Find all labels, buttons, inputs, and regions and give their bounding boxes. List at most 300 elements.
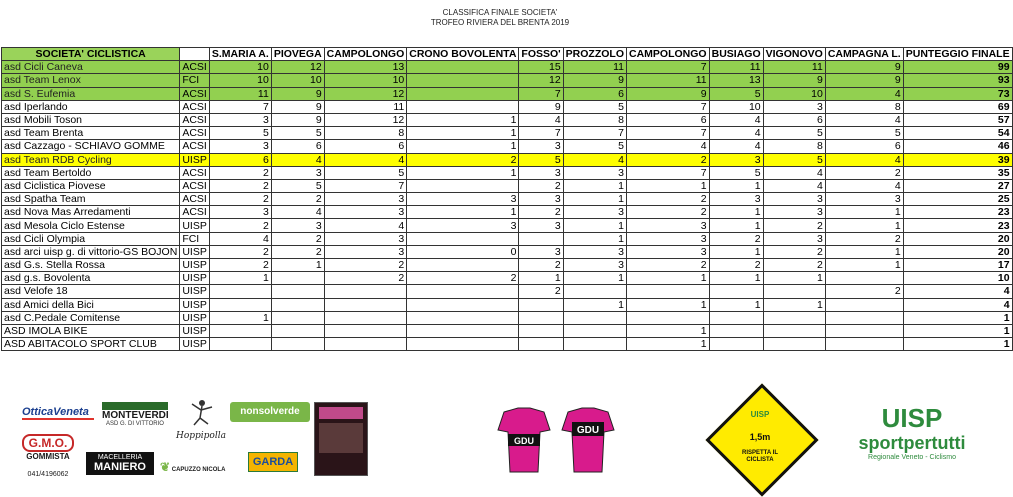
score-cell: 7	[627, 100, 710, 113]
nonsolverde-logo: nonsolverde	[230, 402, 310, 422]
column-header-ente	[180, 48, 210, 61]
table-row	[2, 166, 1013, 179]
leaf-icon: ❦	[160, 460, 171, 474]
score-cell: 9	[763, 74, 825, 87]
score-cell: 3	[209, 140, 271, 153]
score-cell: 4	[763, 166, 825, 179]
table-row	[2, 338, 1013, 351]
score-cell: 1	[825, 245, 903, 258]
standings-table	[1, 47, 1013, 351]
score-cell: 1	[563, 298, 626, 311]
ente-cell: ACSI	[180, 193, 210, 206]
score-cell: 1	[407, 140, 519, 153]
score-cell	[627, 285, 710, 298]
table-row	[2, 219, 1013, 232]
jersey-front-text: GDU	[514, 436, 534, 446]
score-cell: 11	[324, 100, 407, 113]
event-poster	[314, 402, 368, 476]
score-cell	[563, 324, 626, 337]
score-cell: 3	[324, 193, 407, 206]
table-row	[2, 324, 1013, 337]
table-row	[2, 193, 1013, 206]
score-cell: 4	[825, 153, 903, 166]
ottica-veneta-text: OtticaVeneta	[22, 406, 94, 420]
score-cell	[519, 324, 563, 337]
score-cell: 5	[324, 166, 407, 179]
score-cell: 3	[209, 206, 271, 219]
score-cell: 2	[519, 285, 563, 298]
score-cell: 3	[627, 219, 710, 232]
column-header: PROZZOLO	[563, 48, 626, 61]
score-cell: 2	[825, 285, 903, 298]
maniero-text: MANIERO	[94, 461, 146, 473]
ente-cell: ACSI	[180, 166, 210, 179]
score-cell: 3	[324, 206, 407, 219]
score-cell: 4	[627, 140, 710, 153]
team-name-cell: asd Team Brenta	[2, 127, 180, 140]
score-cell: 1	[709, 245, 763, 258]
team-name-cell: asd C.Pedale Comitense	[2, 311, 180, 324]
score-cell: 2	[209, 219, 271, 232]
score-cell: 7	[519, 87, 563, 100]
column-header: CRONO BOVOLENTA	[407, 48, 519, 61]
ente-cell: ACSI	[180, 140, 210, 153]
score-cell: 10	[209, 61, 271, 74]
score-cell: 1	[519, 272, 563, 285]
score-cell: 2	[271, 245, 324, 258]
score-cell: 3	[209, 113, 271, 126]
total-score-cell: 4	[903, 285, 1012, 298]
score-cell: 3	[763, 193, 825, 206]
score-cell	[709, 285, 763, 298]
score-cell: 2	[825, 232, 903, 245]
table-row	[2, 311, 1013, 324]
total-score-cell: 99	[903, 61, 1012, 74]
capuzzo-text: CAPUZZO NICOLA	[171, 467, 226, 473]
column-header: CAMPOLONGO	[324, 48, 407, 61]
ente-cell: UISP	[180, 259, 210, 272]
score-cell: 3	[763, 206, 825, 219]
total-score-cell: 46	[903, 140, 1012, 153]
score-cell: 6	[627, 113, 710, 126]
score-cell: 6	[209, 153, 271, 166]
score-cell	[209, 324, 271, 337]
score-cell: 1	[825, 219, 903, 232]
total-score-cell: 35	[903, 166, 1012, 179]
table-row	[2, 87, 1013, 100]
score-cell	[763, 311, 825, 324]
score-cell	[324, 285, 407, 298]
total-score-cell: 10	[903, 272, 1012, 285]
table-row	[2, 259, 1013, 272]
score-cell: 5	[563, 100, 626, 113]
score-cell: 2	[763, 259, 825, 272]
score-cell: 1	[763, 272, 825, 285]
score-cell: 3	[324, 245, 407, 258]
score-cell: 2	[627, 259, 710, 272]
score-cell: 4	[825, 87, 903, 100]
team-name-cell: asd S. Eufemia	[2, 87, 180, 100]
score-cell: 2	[627, 153, 710, 166]
score-cell	[407, 298, 519, 311]
score-cell: 3	[271, 166, 324, 179]
score-cell: 7	[209, 100, 271, 113]
total-score-cell: 93	[903, 74, 1012, 87]
team-name-cell: ASD ABITACOLO SPORT CLUB	[2, 338, 180, 351]
score-cell	[407, 285, 519, 298]
total-score-cell: 57	[903, 113, 1012, 126]
table-row	[2, 206, 1013, 219]
score-cell: 11	[763, 61, 825, 74]
score-cell: 12	[519, 74, 563, 87]
score-cell	[763, 338, 825, 351]
team-name-cell: asd Nova Mas Arredamenti	[2, 206, 180, 219]
score-cell: 11	[209, 87, 271, 100]
score-cell: 1	[407, 166, 519, 179]
score-cell	[209, 338, 271, 351]
table-row	[2, 74, 1013, 87]
score-cell: 11	[563, 61, 626, 74]
score-cell	[709, 324, 763, 337]
team-name-cell: asd Mesola Ciclo Estense	[2, 219, 180, 232]
score-cell: 8	[324, 127, 407, 140]
ente-cell: UISP	[180, 285, 210, 298]
safety-sign	[708, 386, 812, 490]
score-cell: 3	[825, 193, 903, 206]
table-row	[2, 232, 1013, 245]
score-cell: 4	[563, 153, 626, 166]
score-cell: 6	[271, 140, 324, 153]
column-header: BUSIAGO	[709, 48, 763, 61]
gommista-text: GOMMISTA	[26, 452, 70, 461]
monteverdi-sub: ASD G. DI VITTORIO	[106, 421, 164, 427]
score-cell: 7	[563, 127, 626, 140]
score-cell: 4	[763, 179, 825, 192]
score-cell	[825, 324, 903, 337]
score-cell: 2	[407, 272, 519, 285]
sponsor-strip	[0, 384, 1000, 492]
ente-cell: ACSI	[180, 179, 210, 192]
score-cell: 2	[209, 179, 271, 192]
score-cell	[519, 298, 563, 311]
score-cell: 3	[627, 245, 710, 258]
score-cell: 4	[825, 179, 903, 192]
score-cell: 12	[271, 61, 324, 74]
table-row	[2, 140, 1013, 153]
maniero-logo	[86, 452, 154, 475]
score-cell: 4	[271, 206, 324, 219]
score-cell: 4	[324, 219, 407, 232]
score-cell	[324, 338, 407, 351]
score-cell: 15	[519, 61, 563, 74]
team-name-cell: asd arci uisp g. di vittorio-GS BOJON	[2, 245, 180, 258]
score-cell: 8	[825, 100, 903, 113]
score-cell: 9	[825, 74, 903, 87]
score-cell	[324, 311, 407, 324]
ente-cell: UISP	[180, 311, 210, 324]
ente-cell: UISP	[180, 324, 210, 337]
score-cell: 2	[519, 206, 563, 219]
score-cell: 1	[563, 179, 626, 192]
ente-cell: UISP	[180, 245, 210, 258]
score-cell: 2	[627, 193, 710, 206]
score-cell: 11	[627, 74, 710, 87]
score-cell	[271, 324, 324, 337]
score-cell: 3	[627, 232, 710, 245]
team-name-cell: asd Team Bertoldo	[2, 166, 180, 179]
score-cell: 2	[519, 179, 563, 192]
total-score-cell: 1	[903, 311, 1012, 324]
score-cell	[209, 285, 271, 298]
score-cell	[271, 285, 324, 298]
score-cell: 3	[271, 219, 324, 232]
score-cell: 1	[709, 298, 763, 311]
team-name-cell: asd Cicli Olympia	[2, 232, 180, 245]
score-cell: 13	[324, 61, 407, 74]
team-name-cell: asd Mobili Toson	[2, 113, 180, 126]
score-cell: 3	[519, 166, 563, 179]
score-cell: 4	[825, 113, 903, 126]
table-row	[2, 179, 1013, 192]
ente-cell: UISP	[180, 338, 210, 351]
score-cell: 5	[763, 153, 825, 166]
report-title: CLASSIFICA FINALE SOCIETA'	[442, 8, 558, 17]
garda-logo: GARDA	[248, 452, 298, 472]
total-score-cell: 4	[903, 298, 1012, 311]
ente-cell: FCI	[180, 74, 210, 87]
score-cell: 1	[627, 298, 710, 311]
team-name-cell: asd G.s. Stella Rossa	[2, 259, 180, 272]
column-header: PUNTEGGIO FINALE	[903, 48, 1012, 61]
score-cell: 10	[709, 100, 763, 113]
score-cell: 4	[709, 140, 763, 153]
score-cell: 3	[763, 100, 825, 113]
report-header	[0, 8, 1000, 28]
score-cell: 1	[825, 259, 903, 272]
ente-cell: UISP	[180, 298, 210, 311]
team-name-cell: asd g.s. Bovolenta	[2, 272, 180, 285]
score-cell: 2	[271, 232, 324, 245]
score-cell: 3	[324, 232, 407, 245]
score-cell: 3	[519, 219, 563, 232]
score-cell: 3	[709, 153, 763, 166]
score-cell: 2	[825, 166, 903, 179]
score-cell: 1	[763, 298, 825, 311]
total-score-cell: 20	[903, 232, 1012, 245]
ente-cell: UISP	[180, 272, 210, 285]
score-cell: 1	[209, 272, 271, 285]
score-cell: 2	[627, 206, 710, 219]
score-cell: 3	[709, 193, 763, 206]
score-cell: 1	[709, 219, 763, 232]
score-cell: 8	[563, 113, 626, 126]
score-cell: 6	[563, 87, 626, 100]
score-cell: 2	[519, 259, 563, 272]
score-cell: 1	[709, 206, 763, 219]
score-cell	[271, 338, 324, 351]
score-cell	[271, 298, 324, 311]
score-cell	[271, 272, 324, 285]
uisp-slogan: sportpertutti	[858, 433, 966, 453]
score-cell: 11	[709, 61, 763, 74]
total-score-cell: 54	[903, 127, 1012, 140]
score-cell	[407, 338, 519, 351]
score-cell: 9	[271, 113, 324, 126]
team-name-cell: asd Cicli Caneva	[2, 61, 180, 74]
score-cell: 1	[407, 206, 519, 219]
score-cell: 3	[519, 245, 563, 258]
score-cell: 10	[763, 87, 825, 100]
uisp-logo	[842, 404, 982, 461]
team-jerseys	[484, 406, 620, 476]
score-cell: 2	[763, 245, 825, 258]
score-cell	[825, 298, 903, 311]
score-cell	[519, 338, 563, 351]
total-score-cell: 1	[903, 324, 1012, 337]
score-cell: 2	[209, 245, 271, 258]
total-score-cell: 20	[903, 245, 1012, 258]
gmo-logo	[22, 434, 74, 478]
score-cell: 7	[627, 166, 710, 179]
hoppipolla-text: Hoppipolla	[176, 431, 226, 441]
column-header-team: SOCIETA' CICLISTICA	[2, 48, 180, 61]
score-cell: 7	[627, 127, 710, 140]
score-cell	[563, 338, 626, 351]
report-subtitle: TROFEO RIVIERA DEL BRENTA 2019	[430, 18, 570, 27]
score-cell	[825, 311, 903, 324]
score-cell: 6	[825, 140, 903, 153]
ente-cell: ACSI	[180, 113, 210, 126]
score-cell	[407, 232, 519, 245]
team-name-cell: asd Amici della Bici	[2, 298, 180, 311]
score-cell: 1	[563, 193, 626, 206]
score-cell	[407, 74, 519, 87]
score-cell: 9	[627, 87, 710, 100]
capuzzo-logo	[160, 460, 236, 474]
score-cell: 6	[324, 140, 407, 153]
ottica-veneta-logo	[22, 406, 94, 420]
gmo-phone: 041/4196062	[27, 471, 69, 478]
score-cell: 3	[407, 193, 519, 206]
score-cell: 1	[271, 259, 324, 272]
score-cell	[825, 338, 903, 351]
team-name-cell: ASD IMOLA BIKE	[2, 324, 180, 337]
score-cell	[763, 285, 825, 298]
ente-cell: FCI	[180, 232, 210, 245]
score-cell: 2	[209, 166, 271, 179]
score-cell: 10	[324, 74, 407, 87]
score-cell: 7	[519, 127, 563, 140]
score-cell: 2	[324, 272, 407, 285]
score-cell: 9	[825, 61, 903, 74]
ente-cell: UISP	[180, 153, 210, 166]
score-cell	[563, 311, 626, 324]
column-header: CAMPAGNA L.	[825, 48, 903, 61]
score-cell: 1	[209, 311, 271, 324]
score-cell	[209, 298, 271, 311]
score-cell: 5	[271, 127, 324, 140]
score-cell: 2	[324, 259, 407, 272]
score-cell: 10	[271, 74, 324, 87]
score-cell: 3	[407, 219, 519, 232]
score-cell: 4	[709, 127, 763, 140]
score-cell: 1	[627, 179, 710, 192]
total-score-cell: 23	[903, 219, 1012, 232]
safety-title: UISP	[750, 410, 770, 419]
score-cell	[627, 311, 710, 324]
score-cell: 7	[324, 179, 407, 192]
score-cell: 12	[324, 113, 407, 126]
score-cell	[407, 61, 519, 74]
score-cell	[324, 298, 407, 311]
team-name-cell: asd Velofe 18	[2, 285, 180, 298]
table-row	[2, 113, 1013, 126]
score-cell: 2	[709, 259, 763, 272]
score-cell	[324, 324, 407, 337]
safety-distance: 1,5m	[749, 432, 771, 442]
score-cell: 5	[209, 127, 271, 140]
total-score-cell: 1	[903, 338, 1012, 351]
score-cell: 1	[825, 206, 903, 219]
jersey-back-text: GDU	[576, 425, 600, 436]
score-cell	[407, 179, 519, 192]
score-cell	[407, 100, 519, 113]
column-header: PIOVEGA	[271, 48, 324, 61]
score-cell: 5	[763, 127, 825, 140]
table-row	[2, 153, 1013, 166]
table-row	[2, 100, 1013, 113]
score-cell: 9	[271, 100, 324, 113]
team-name-cell: asd Cazzago - SCHIAVO GOMME	[2, 140, 180, 153]
table-row	[2, 61, 1013, 74]
score-cell	[407, 87, 519, 100]
dancer-icon	[186, 398, 216, 426]
score-cell	[407, 311, 519, 324]
score-cell: 3	[563, 166, 626, 179]
column-header: CAMPOLONGO	[627, 48, 710, 61]
column-header: FOSSO'	[519, 48, 563, 61]
ente-cell: ACSI	[180, 87, 210, 100]
table-header-row	[2, 48, 1013, 61]
hoppipolla-logo	[176, 398, 226, 441]
gmo-text: G.M.O.	[22, 434, 74, 452]
score-cell: 9	[271, 87, 324, 100]
score-cell: 12	[324, 87, 407, 100]
score-cell: 1	[407, 113, 519, 126]
score-cell: 9	[519, 100, 563, 113]
team-name-cell: asd Team RDB Cycling	[2, 153, 180, 166]
score-cell: 1	[563, 272, 626, 285]
score-cell	[563, 285, 626, 298]
score-cell	[825, 272, 903, 285]
team-name-cell: asd Ciclistica Piovese	[2, 179, 180, 192]
score-cell	[709, 311, 763, 324]
score-cell: 2	[407, 153, 519, 166]
score-cell: 0	[407, 245, 519, 258]
uisp-region: Regionale Veneto - Ciclismo	[868, 454, 956, 461]
column-header: VIGONOVO	[763, 48, 825, 61]
total-score-cell: 17	[903, 259, 1012, 272]
monteverdi-text: MONTEVERDI	[102, 410, 169, 421]
score-cell	[519, 232, 563, 245]
score-cell	[407, 324, 519, 337]
total-score-cell: 27	[903, 179, 1012, 192]
uisp-text: UISP	[881, 403, 943, 433]
score-cell: 7	[627, 61, 710, 74]
score-cell: 2	[763, 219, 825, 232]
team-name-cell: asd Spatha Team	[2, 193, 180, 206]
total-score-cell: 73	[903, 87, 1012, 100]
